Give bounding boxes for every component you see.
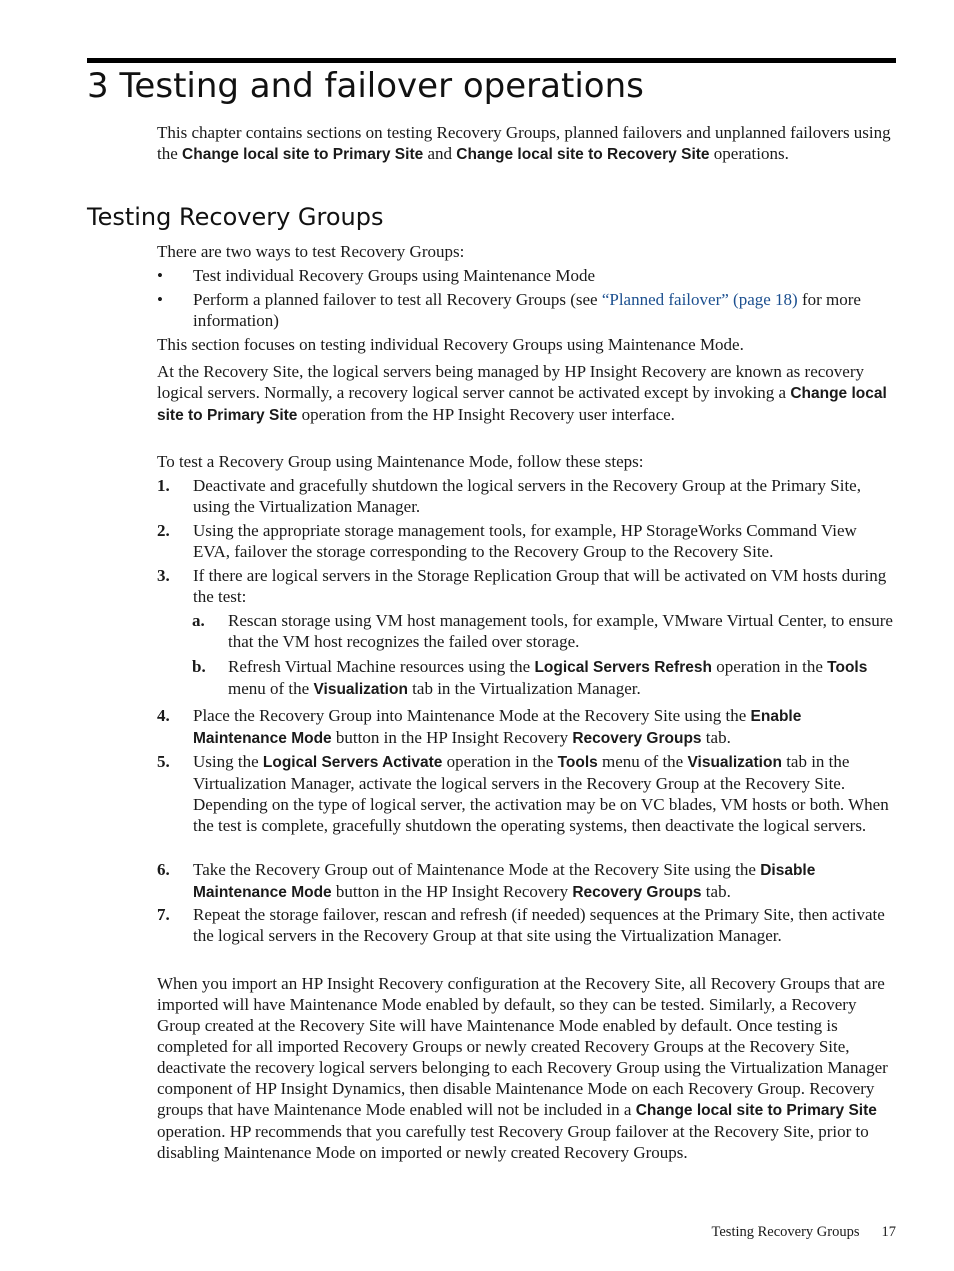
chapter-title: 3 Testing and failover operations <box>87 66 644 106</box>
step-item: 3. If there are logical servers in the Storage Replication Group that will be activated on VM hosts during the test: <box>157 566 887 606</box>
change-to-primary-site-term: Change local site to Primary Site <box>157 385 887 424</box>
steps-intro: To test a Recovery Group using Maintenance Mode, follow these steps: <box>157 452 644 471</box>
step-number: 1. <box>157 476 170 495</box>
bullet-marker: • <box>157 290 163 309</box>
step-item: 6. Take the Recovery Group out of Maintenance Mode at the Recovery Site using the Disable Maintenance Mode button in the HP Insight Recovery Recovery Groups tab. <box>157 860 816 901</box>
import-paragraph: When you import an HP Insight Recovery configuration at the Recovery Site, all Recovery Groups that are imported will have Maintenance Mode enabled by default, so they can be tested. Similarly, a Recovery Group created at the Recovery Site will have Maintenance Mode enabled by default. Once testing is completed for all imported Recovery Groups or newly created Recovery Groups at the Recovery Site, deactivate the recovery logical servers belonging to each Recovery Group using the Virtualization Manager component of HP Insight Dynamics, then disable Maintenance Mode on each Recovery Group. Recovery groups that have Maintenance Mode enabled will not be included in a Change local site to Primary Site operation. HP recommends that you carefully test Recovery Group failover at the Recovery Site, prior to disabling Maintenance Mode on imported or newly created Recovery Groups. <box>157 974 888 1162</box>
step-number: 5. <box>157 752 170 771</box>
ways-intro: There are two ways to test Recovery Groups: <box>157 242 465 261</box>
list-item: • Test individual Recovery Groups using Maintenance Mode <box>157 266 595 285</box>
change-to-primary-site-term: Change local site to Primary Site <box>635 1102 877 1119</box>
substep-item: a. Rescan storage using VM host management tools, for example, VMware Virtual Center, to ensure that the VM host recognizes the failed over storage. <box>192 611 893 651</box>
focus-paragraph: This section focuses on testing individual Recovery Groups using Maintenance Mode. <box>157 335 744 354</box>
planned-failover-link[interactable]: “Planned failover” (page 18) <box>601 290 798 309</box>
step-item: 4. Place the Recovery Group into Maintenance Mode at the Recovery Site using the Enable Maintenance Mode button in the HP Insight Recovery Recovery Groups tab. <box>157 706 802 747</box>
step-item: 1. Deactivate and gracefully shutdown the logical servers in the Recovery Group at the Primary Site, using the Virtualization Manager. <box>157 476 861 516</box>
substep-letter: a. <box>192 611 205 630</box>
step-item: 5. Using the Logical Servers Activate operation in the Tools menu of the Visualization tab in the Virtualization Manager, activate the logical servers in the Recovery Group at the Recovery Site. Depending on the type of logical server, the activation may be on VC blades, VM hosts or both. When the test is complete, gracefully shutdown the operating systems, then deactivate the logical servers. <box>157 752 889 835</box>
step-number: 2. <box>157 521 170 540</box>
intro-paragraph: This chapter contains sections on testing Recovery Groups, planned failovers and unplanned failovers using the Change local site to Primary Site and Change local site to Recovery Site operations. <box>157 123 891 163</box>
step-number: 6. <box>157 860 170 879</box>
step-number: 3. <box>157 566 170 585</box>
step-item: 7. Repeat the storage failover, rescan and refresh (if needed) sequences at the Primary Site, then activate the logical servers in the Recovery Group at that site using the Virtualization Manager. <box>157 905 885 945</box>
bullet-marker: • <box>157 266 163 285</box>
substep-item: b. Refresh Virtual Machine resources using the Logical Servers Refresh operation in the Tools menu of the Visualization tab in the Virtualization Manager. <box>192 657 868 698</box>
list-item: • Perform a planned failover to test all Recovery Groups (see “Planned failover” (page 18) for more information) <box>157 290 861 330</box>
substep-letter: b. <box>192 657 206 676</box>
section-title: Testing Recovery Groups <box>87 203 384 231</box>
step-number: 4. <box>157 706 170 725</box>
page-footer <box>712 1222 896 1242</box>
step-item: 2. Using the appropriate storage management tools, for example, HP StorageWorks Command View EVA, failover the storage corresponding to the Recovery Group to the Recovery Site. <box>157 521 857 561</box>
step-number: 7. <box>157 905 170 924</box>
change-to-recovery-site-term: Change local site to Recovery Site <box>456 146 710 163</box>
change-to-primary-site-term: Change local site to Primary Site <box>182 146 424 163</box>
footer-section-title: Testing Recovery Groups <box>711 1224 860 1240</box>
recovery-site-paragraph: At the Recovery Site, the logical servers being managed by HP Insight Recovery are known as recovery logical servers. Normally, a recovery logical server cannot be activated except by invoking a Change local site to Primary Site operation from the HP Insight Recovery user interface. <box>157 362 887 424</box>
page-number: 17 <box>881 1224 896 1240</box>
chapter-rule <box>87 58 896 63</box>
